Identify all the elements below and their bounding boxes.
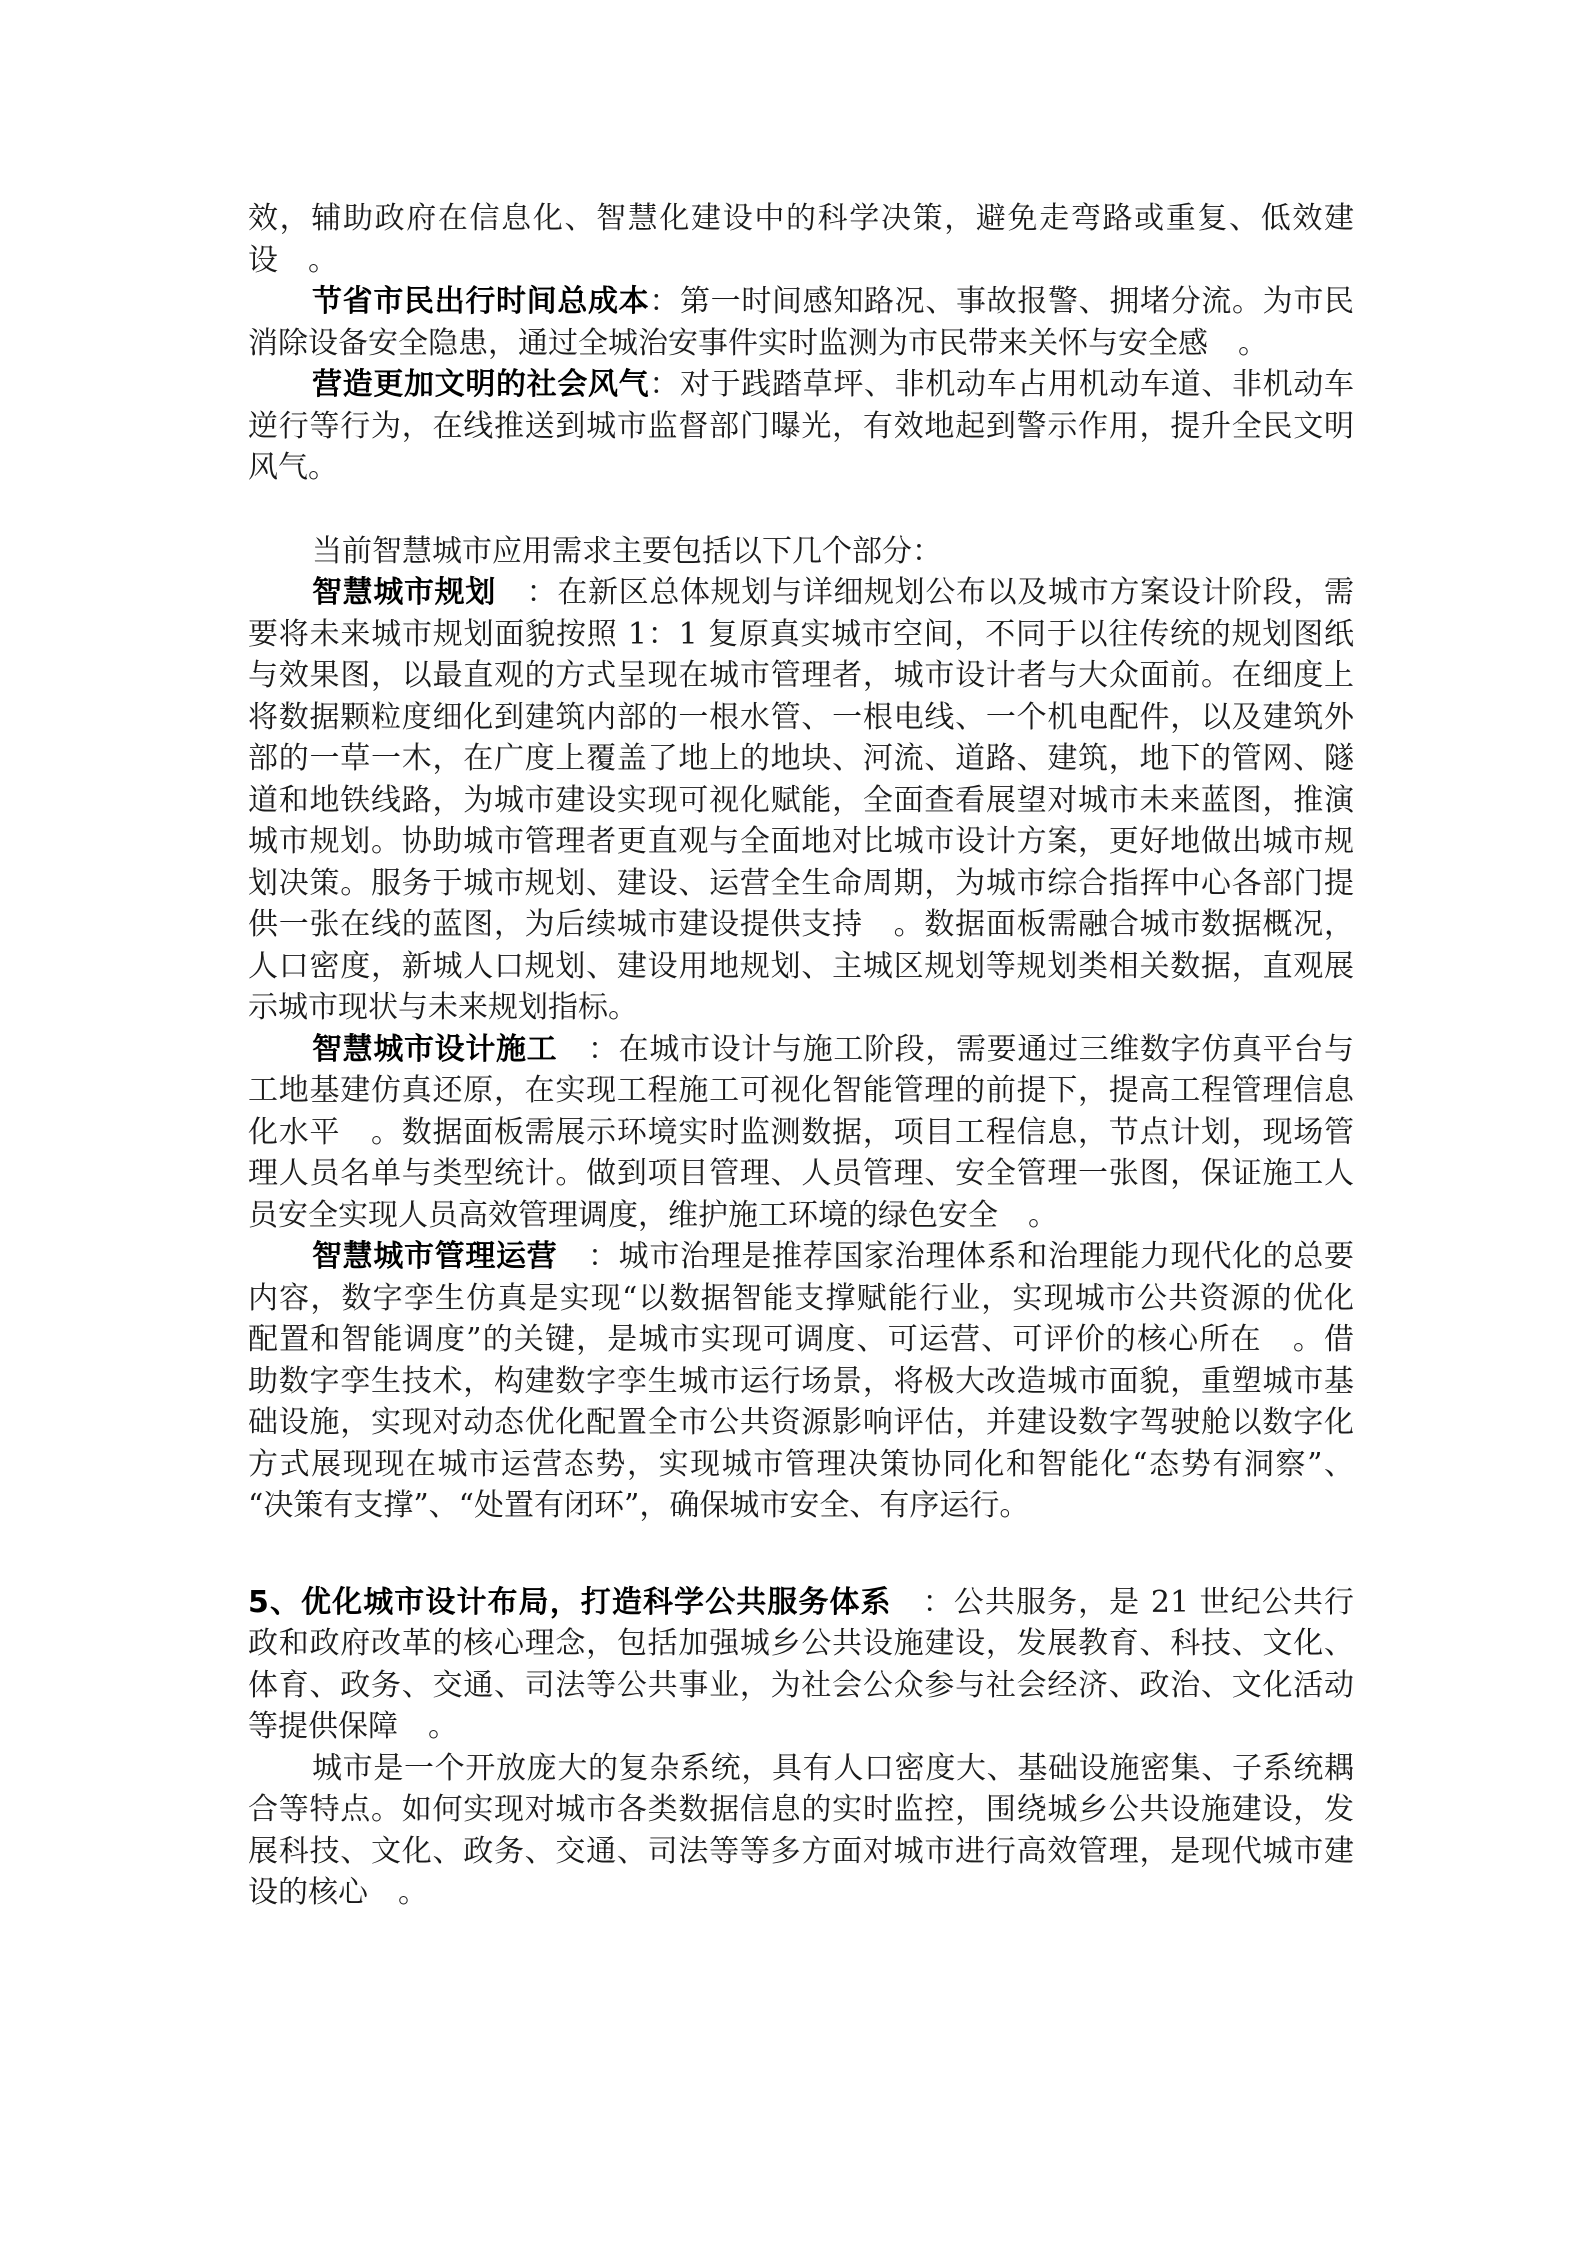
text-line xyxy=(248,1789,1354,1831)
text-line xyxy=(248,406,1354,448)
paragraph xyxy=(248,1582,1354,1748)
bold-heading: 智慧城市设计施工 xyxy=(312,1031,558,1067)
bold-heading: 节省市民出行时间总成本 xyxy=(312,284,650,319)
body-text: 展科技、文化、政务、交通、司法等等多方面对城市进行高效管理，是现代城市建 xyxy=(248,1833,1354,1869)
body-text: 化水平 。数据面板需展示环境实时监测数据，项目工程信息，节点计划，现场管 xyxy=(248,1114,1354,1150)
text-line xyxy=(248,1236,1354,1278)
body-text: ：在城市设计与施工阶段，需要通过三维数字仿真平台与 xyxy=(557,1031,1355,1067)
body-text: 础设施，实现对动态优化配置全市公共资源影响评估，并建设数字驾驶舱以数字化 xyxy=(248,1405,1354,1440)
body-text: 政和政府改革的核心理念，包括加强城乡公共设施建设，发展教育、科技、文化、 xyxy=(248,1626,1354,1661)
body-text: 方式展现现在城市运营态势，实现城市管理决策协同化和智能化“态势有洞察”、 xyxy=(248,1446,1354,1482)
body-text: 道和地铁线路，为城市建设实现可视化赋能，全面查看展望对城市未来蓝图，推演 xyxy=(248,782,1354,818)
text-line xyxy=(248,1485,1354,1527)
text-line xyxy=(248,1278,1354,1320)
text-line xyxy=(248,780,1354,822)
body-text: 划决策。服务于城市规划、建设、运营全生命周期，为城市综合指挥中心各部门提 xyxy=(248,865,1354,901)
text-line xyxy=(248,1361,1354,1403)
body-text: ：对于践踏草坪、非机动车占用机动车道、非机动车 xyxy=(649,367,1355,402)
bold-heading: 5、优化城市设计布局，打造科学公共服务体系 xyxy=(248,1584,892,1620)
paragraph-spacer xyxy=(248,489,1354,531)
body-text: 风气。 xyxy=(248,450,338,485)
paragraph xyxy=(248,1029,1354,1237)
text-line xyxy=(248,1319,1354,1361)
paragraph xyxy=(248,531,1354,573)
text-line xyxy=(248,1444,1354,1486)
body-text: 城市是一个开放庞大的复杂系统，具有人口密度大、基础设施密集、子系统耦 xyxy=(312,1750,1354,1786)
document-page xyxy=(248,198,1354,1914)
text-line xyxy=(248,1706,1354,1748)
text-line xyxy=(248,1070,1354,1112)
paragraph xyxy=(248,364,1354,489)
body-text: 体育、政务、交通、司法等公共事业，为社会公众参与社会经济、政治、文化活动 xyxy=(248,1667,1354,1703)
body-text: 合等特点。如何实现对城市各类数据信息的实时监控，围绕城乡公共设施建设，发 xyxy=(248,1792,1354,1827)
body-text: 配置和智能调度”的关键，是城市实现可调度、可运营、可评价的核心所在 。借 xyxy=(248,1322,1354,1357)
body-text: 等提供保障 。 xyxy=(248,1709,458,1744)
paragraph xyxy=(248,1236,1354,1527)
text-line xyxy=(248,821,1354,863)
body-text: 工地基建仿真还原，在实现工程施工可视化智能管理的前提下，提高工程管理信息 xyxy=(248,1073,1354,1108)
text-line xyxy=(248,1029,1354,1071)
paragraph xyxy=(248,198,1354,281)
text-line xyxy=(248,240,1354,282)
body-text: 效，辅助政府在信息化、智慧化建设中的科学决策，避免走弯路或重复、低效建 xyxy=(248,201,1354,236)
paragraph xyxy=(248,1748,1354,1914)
text-line xyxy=(248,447,1354,489)
bold-heading: 营造更加文明的社会风气 xyxy=(312,367,650,402)
text-line xyxy=(248,1195,1354,1237)
body-text: 逆行等行为，在线推送到城市监督部门曝光，有效地起到警示作用，提升全民文明 xyxy=(248,408,1354,444)
body-text: 员安全实现人员高效管理调度，维护施工环境的绿色安全 。 xyxy=(248,1197,1058,1233)
text-line xyxy=(248,1831,1354,1873)
body-text: 设的核心 。 xyxy=(248,1875,428,1910)
text-line xyxy=(248,364,1354,406)
body-text: 理人员名单与类型统计。做到项目管理、人员管理、安全管理一张图，保证施工人 xyxy=(248,1156,1354,1191)
text-line xyxy=(248,863,1354,905)
text-line xyxy=(248,987,1354,1029)
bold-heading: 智慧城市管理运营 xyxy=(312,1239,558,1274)
text-line xyxy=(248,738,1354,780)
body-text: 助数字孪生技术，构建数字孪生城市运行场景，将极大改造城市面貌，重塑城市基 xyxy=(248,1363,1354,1399)
paragraph xyxy=(248,281,1354,364)
body-text: 城市规划。协助城市管理者更直观与全面地对比城市设计方案，更好地做出城市规 xyxy=(248,824,1354,859)
text-line xyxy=(248,614,1354,656)
text-line xyxy=(248,1402,1354,1444)
text-line xyxy=(248,1623,1354,1665)
text-line xyxy=(248,1872,1354,1914)
text-line xyxy=(248,697,1354,739)
body-text: 设 。 xyxy=(248,242,338,278)
text-line xyxy=(248,531,1354,573)
text-line xyxy=(248,946,1354,988)
body-text: ：公共服务，是 21 世纪公共行 xyxy=(891,1584,1355,1620)
text-line xyxy=(248,198,1354,240)
text-line xyxy=(248,904,1354,946)
body-text: 部的一草一木，在广度上覆盖了地上的地块、河流、道路、建筑，地下的管网、隧 xyxy=(248,741,1354,776)
text-line xyxy=(248,1665,1354,1707)
paragraph xyxy=(248,572,1354,1029)
body-text: 人口密度，新城人口规划、建设用地规划、主城区规划等规划类相关数据，直观展 xyxy=(248,948,1354,984)
text-line xyxy=(248,323,1354,365)
body-text: 将数据颗粒度细化到建筑内部的一根水管、一根电线、一个机电配件，以及建筑外 xyxy=(248,699,1354,735)
body-text: 消除设备安全隐患，通过全城治安事件实时监测为市民带来关怀与安全感 。 xyxy=(248,325,1268,361)
body-text: “决策有支撑”、“处置有闭环”，确保城市安全、有序运行。 xyxy=(248,1488,1030,1523)
text-line xyxy=(248,1153,1354,1195)
text-line xyxy=(248,572,1354,614)
text-line xyxy=(248,1582,1354,1624)
text-line xyxy=(248,655,1354,697)
text-line xyxy=(248,1112,1354,1154)
body-text: 要将未来城市规划面貌按照 1：1 复原真实城市空间，不同于以往传统的规划图纸 xyxy=(248,616,1354,652)
body-text: ：在新区总体规划与详细规划公布以及城市方案设计阶段，需 xyxy=(496,575,1354,610)
text-line xyxy=(248,1748,1354,1790)
body-text: ：城市治理是推荐国家治理体系和治理能力现代化的总要 xyxy=(557,1239,1355,1274)
body-text: 与效果图，以最直观的方式呈现在城市管理者，城市设计者与大众面前。在细度上 xyxy=(248,658,1354,693)
body-text: 供一张在线的蓝图，为后续城市建设提供支持 。数据面板需融合城市数据概况， xyxy=(248,907,1354,942)
body-text: 示城市现状与未来规划指标。 xyxy=(248,990,638,1025)
body-text: 当前智慧城市应用需求主要包括以下几个部分： xyxy=(312,533,942,569)
bold-heading: 智慧城市规划 xyxy=(312,575,496,610)
body-text: ：第一时间感知路况、事故报警、拥堵分流。为市民 xyxy=(649,284,1355,319)
paragraph-spacer xyxy=(248,1527,1354,1582)
text-line xyxy=(248,281,1354,323)
body-text: 内容，数字孪生仿真是实现“以数据智能支撑赋能行业，实现城市公共资源的优化 xyxy=(248,1280,1354,1316)
